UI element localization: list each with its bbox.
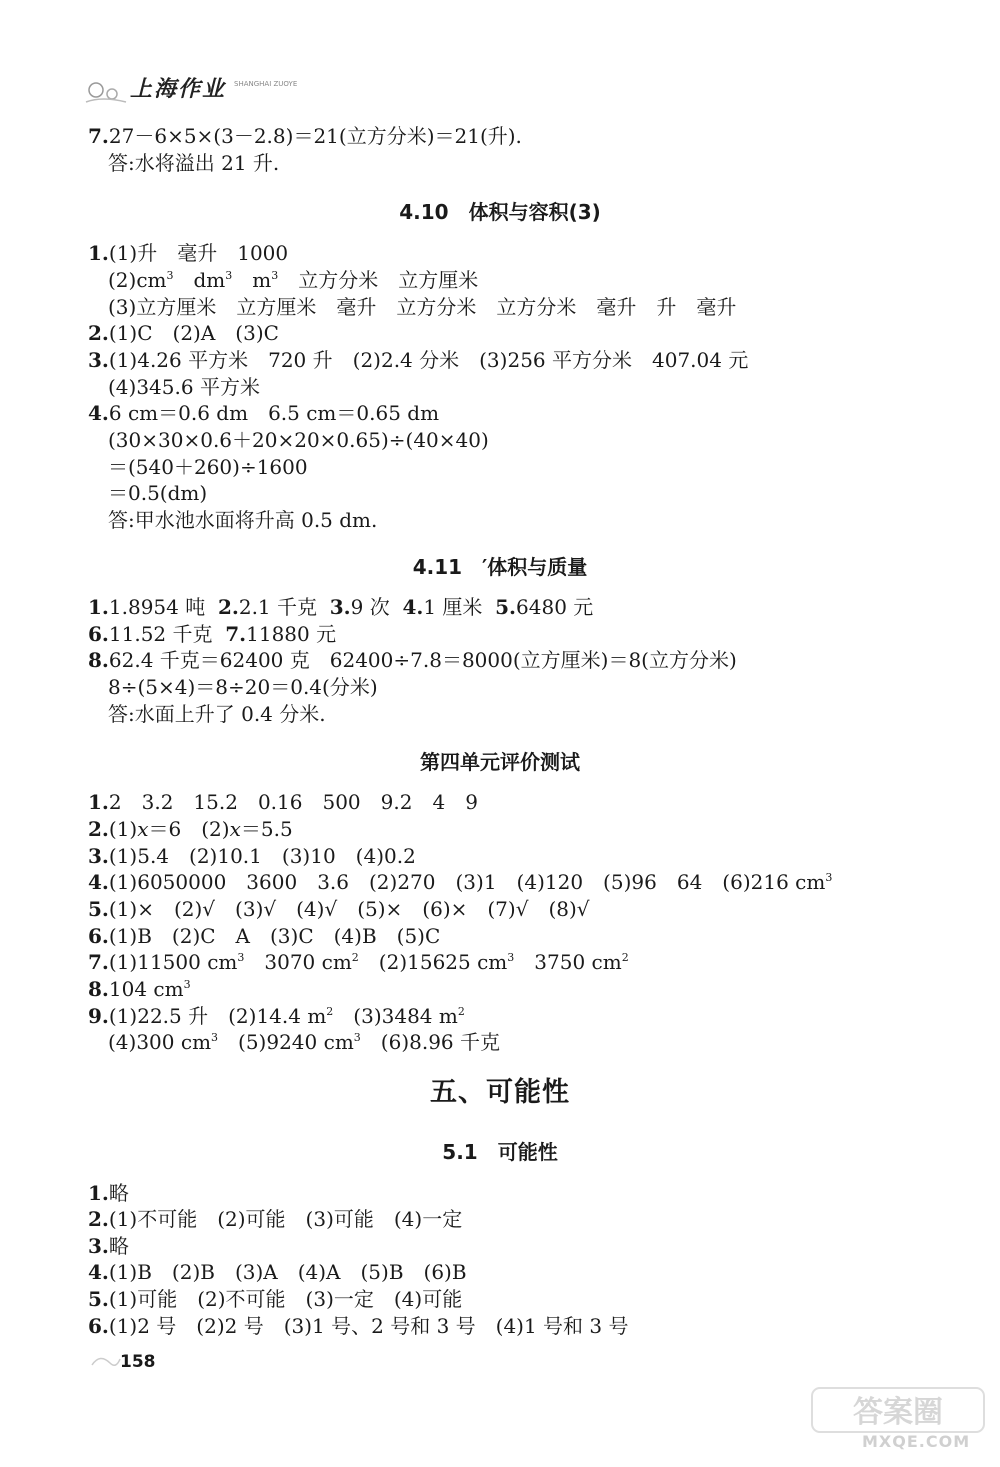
s51-q2: 2.(1)不可能 (2)可能 (3)可能 (4)一定 [88,1207,463,1231]
page-number: 158 [120,1352,156,1372]
s410-q1: 1.(1)升 毫升 1000 [88,241,289,265]
s410-q4-e: 答:甲水池水面将升高 0.5 dm. [108,508,378,532]
unit4-q6: 6.(1)B (2)C A (3)C (4)B (5)C [88,924,441,948]
unit4-q1: 1.2 3.2 15.2 0.16 500 9.2 4 9 [88,790,478,814]
section-title-5-1: 5.1 可能性 [442,1140,558,1164]
header-logo [82,68,332,108]
s411-q6-7: 6.11.52 千克 7.11880 元 [88,622,337,646]
s410-q3-b: (4)345.6 平方米 [108,375,260,399]
s410-q1-c: (3)立方厘米 立方厘米 毫升 立方分米 立方分米 毫升 升 毫升 [108,295,737,319]
q-number: 7. [88,124,109,148]
top-q7-answer: 答:水将溢出 21 升. [108,151,280,175]
section-title-unit4: 第四单元评价测试 [420,750,580,774]
unit4-q9: 9.(1)22.5 升 (2)14.4 $m^2$ (3)3484 $m^2$ [88,1004,465,1028]
s410-q2: 2.(1)C (2)A (3)C [88,321,279,345]
footer-decoration-icon [88,1345,122,1375]
q-number: 4. [88,401,109,425]
s51-q6: 6.(1)2 号 (2)2 号 (3)1 号、2 号和 3 号 (4)1 号和 3 号 [88,1314,629,1338]
s410-q4-b: (30×30×0.6＋20×20×0.65)÷(40×40) [108,428,489,452]
s51-q3: 3.略 [88,1234,129,1258]
q-number: 2. [88,321,109,345]
q-text: 27－6×5×(3－2.8)＝21(立方分米)＝21(升). [108,124,522,148]
section-title-4-10: 4.10 体积与容积(3) [399,200,601,224]
unit4-q7: 7.(1)11500 $cm^3$ 3070 $cm^2$ (2)15625 $cm^3$ 3750 $cm^2$ [88,950,629,974]
logo-subtitle: SHANGHAI ZUOYE [234,80,298,88]
top-q7 [88,123,522,150]
s410-q3: 3.(1)4.26 平方米 720 升 (2)2.4 分米 (3)256 平方分米 407.04 元 [88,348,749,372]
unit4-q4: 4.(1)6050000 3600 3.6 (2)270 (3)1 (4)120 (5)96 64 (6)216 $cm^3$ [88,870,833,894]
unit4-q8: 8.104 $cm^3$ [88,977,191,1001]
s411-q8: 8.62.4 千克＝62400 克 62400÷7.8＝8000(立方厘米)＝8(立方分米) [88,648,737,672]
logo-mascot-icon [82,68,130,108]
unit4-q2: 2.(1)x＝6 (2)x＝5.5 [88,817,293,841]
s410-q4-d: ＝0.5(dm) [108,481,208,505]
s410-q4-c: ＝(540＋260)÷1600 [108,455,308,479]
s411-q1-5: 1.1.8954 吨 2.2.1 千克 3.9 次 4.1 厘米 5.6480 元 [88,595,594,619]
q-number: 1. [88,241,109,265]
watermark-url: MXQE.COM [862,1432,971,1451]
unit4-q9-b: (4)300 $cm^3$ (5)9240 $cm^3$ (6)8.96 千克 [108,1030,501,1054]
logo-text: 上海作业 [130,77,227,102]
svg-text:答案圈: 答案圈 [853,1395,943,1430]
q-number: 3. [88,348,109,372]
s51-q4: 4.(1)B (2)B (3)A (4)A (5)B (6)B [88,1260,467,1284]
unit4-q3: 3.(1)5.4 (2)10.1 (3)10 (4)0.2 [88,844,416,868]
chapter-title-5: 五、可能性 [430,1077,570,1108]
s410-q1-b: $(2)cm^3$ $dm^3$ $m^3$ 立方分米 立方厘米 [108,268,479,292]
s51-q5: 5.(1)可能 (2)不可能 (3)一定 (4)可能 [88,1287,463,1311]
s411-q8-c: 答:水面上升了 0.4 分米. [108,702,326,726]
s411-q8-b: 8÷(5×4)＝8÷20＝0.4(分米) [108,675,378,699]
section-title-4-11: 4.11 ′体积与质量 [412,555,588,579]
unit4-q5: 5.(1)× (2)√ (3)√ (4)√ (5)× (6)× (7)√ (8)√ [88,897,590,921]
s410-q4: 4.6 cm＝0.6 dm 6.5 cm＝0.65 dm [88,401,440,425]
s51-q1: 1.略 [88,1181,129,1205]
